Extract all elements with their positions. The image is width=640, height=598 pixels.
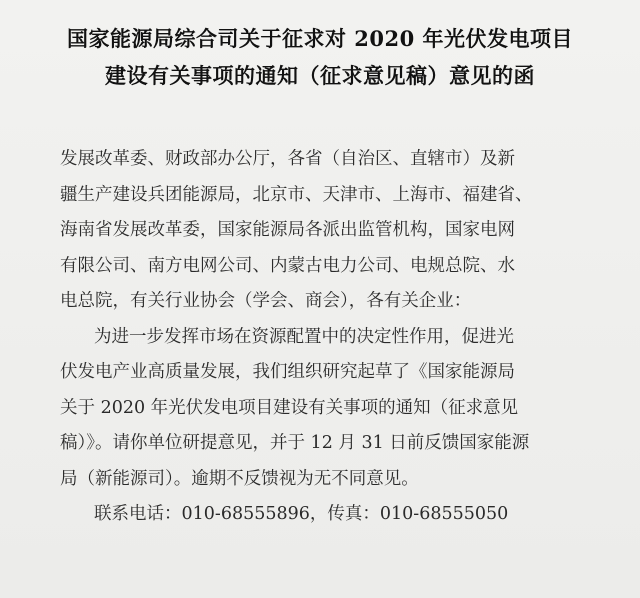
addressee-line: 海南省发展改革委，国家能源局各派出监管机构，国家电网 xyxy=(60,220,515,240)
title-line-2: 建设有关事项的通知（征求意见稿）意见的函 xyxy=(105,63,535,88)
addressee-line: 疆生产建设兵团能源局，北京市、天津市、上海市、福建省、 xyxy=(60,184,533,205)
addressee-line: 电总院，有关行业协会（学会、商会），各有关企业： xyxy=(60,291,472,311)
document-body xyxy=(60,142,600,533)
body-line: 为进一步发挥市场在资源配置中的决定性作用，促进光 xyxy=(94,326,514,347)
body-line: 稿）》。请你单位研提意见，并于 12 月 31 日前反馈国家能源 xyxy=(60,433,530,453)
body-line: 局（新能源司）。逾期不反馈视为无不同意见。 xyxy=(60,468,419,489)
body-line: 伏发电产业高质量发展，我们组织研究起草了《国家能源局 xyxy=(60,362,515,382)
contact-line: 联系电话：010-68555896，传真：010-68555050 xyxy=(94,504,509,524)
title-line-1: 国家能源局综合司关于征求对 2020 年光伏发电项目 xyxy=(66,26,574,51)
addressee-line: 有限公司、南方电网公司、内蒙古电力公司、电规总院、水 xyxy=(60,255,515,276)
addressee-line: 发展改革委、财政部办公厅，各省（自治区、直辖市）及新 xyxy=(60,149,515,169)
document-title xyxy=(0,20,640,94)
body-line: 关于 2020 年光伏发电项目建设有关事项的通知（征求意见 xyxy=(60,397,519,418)
